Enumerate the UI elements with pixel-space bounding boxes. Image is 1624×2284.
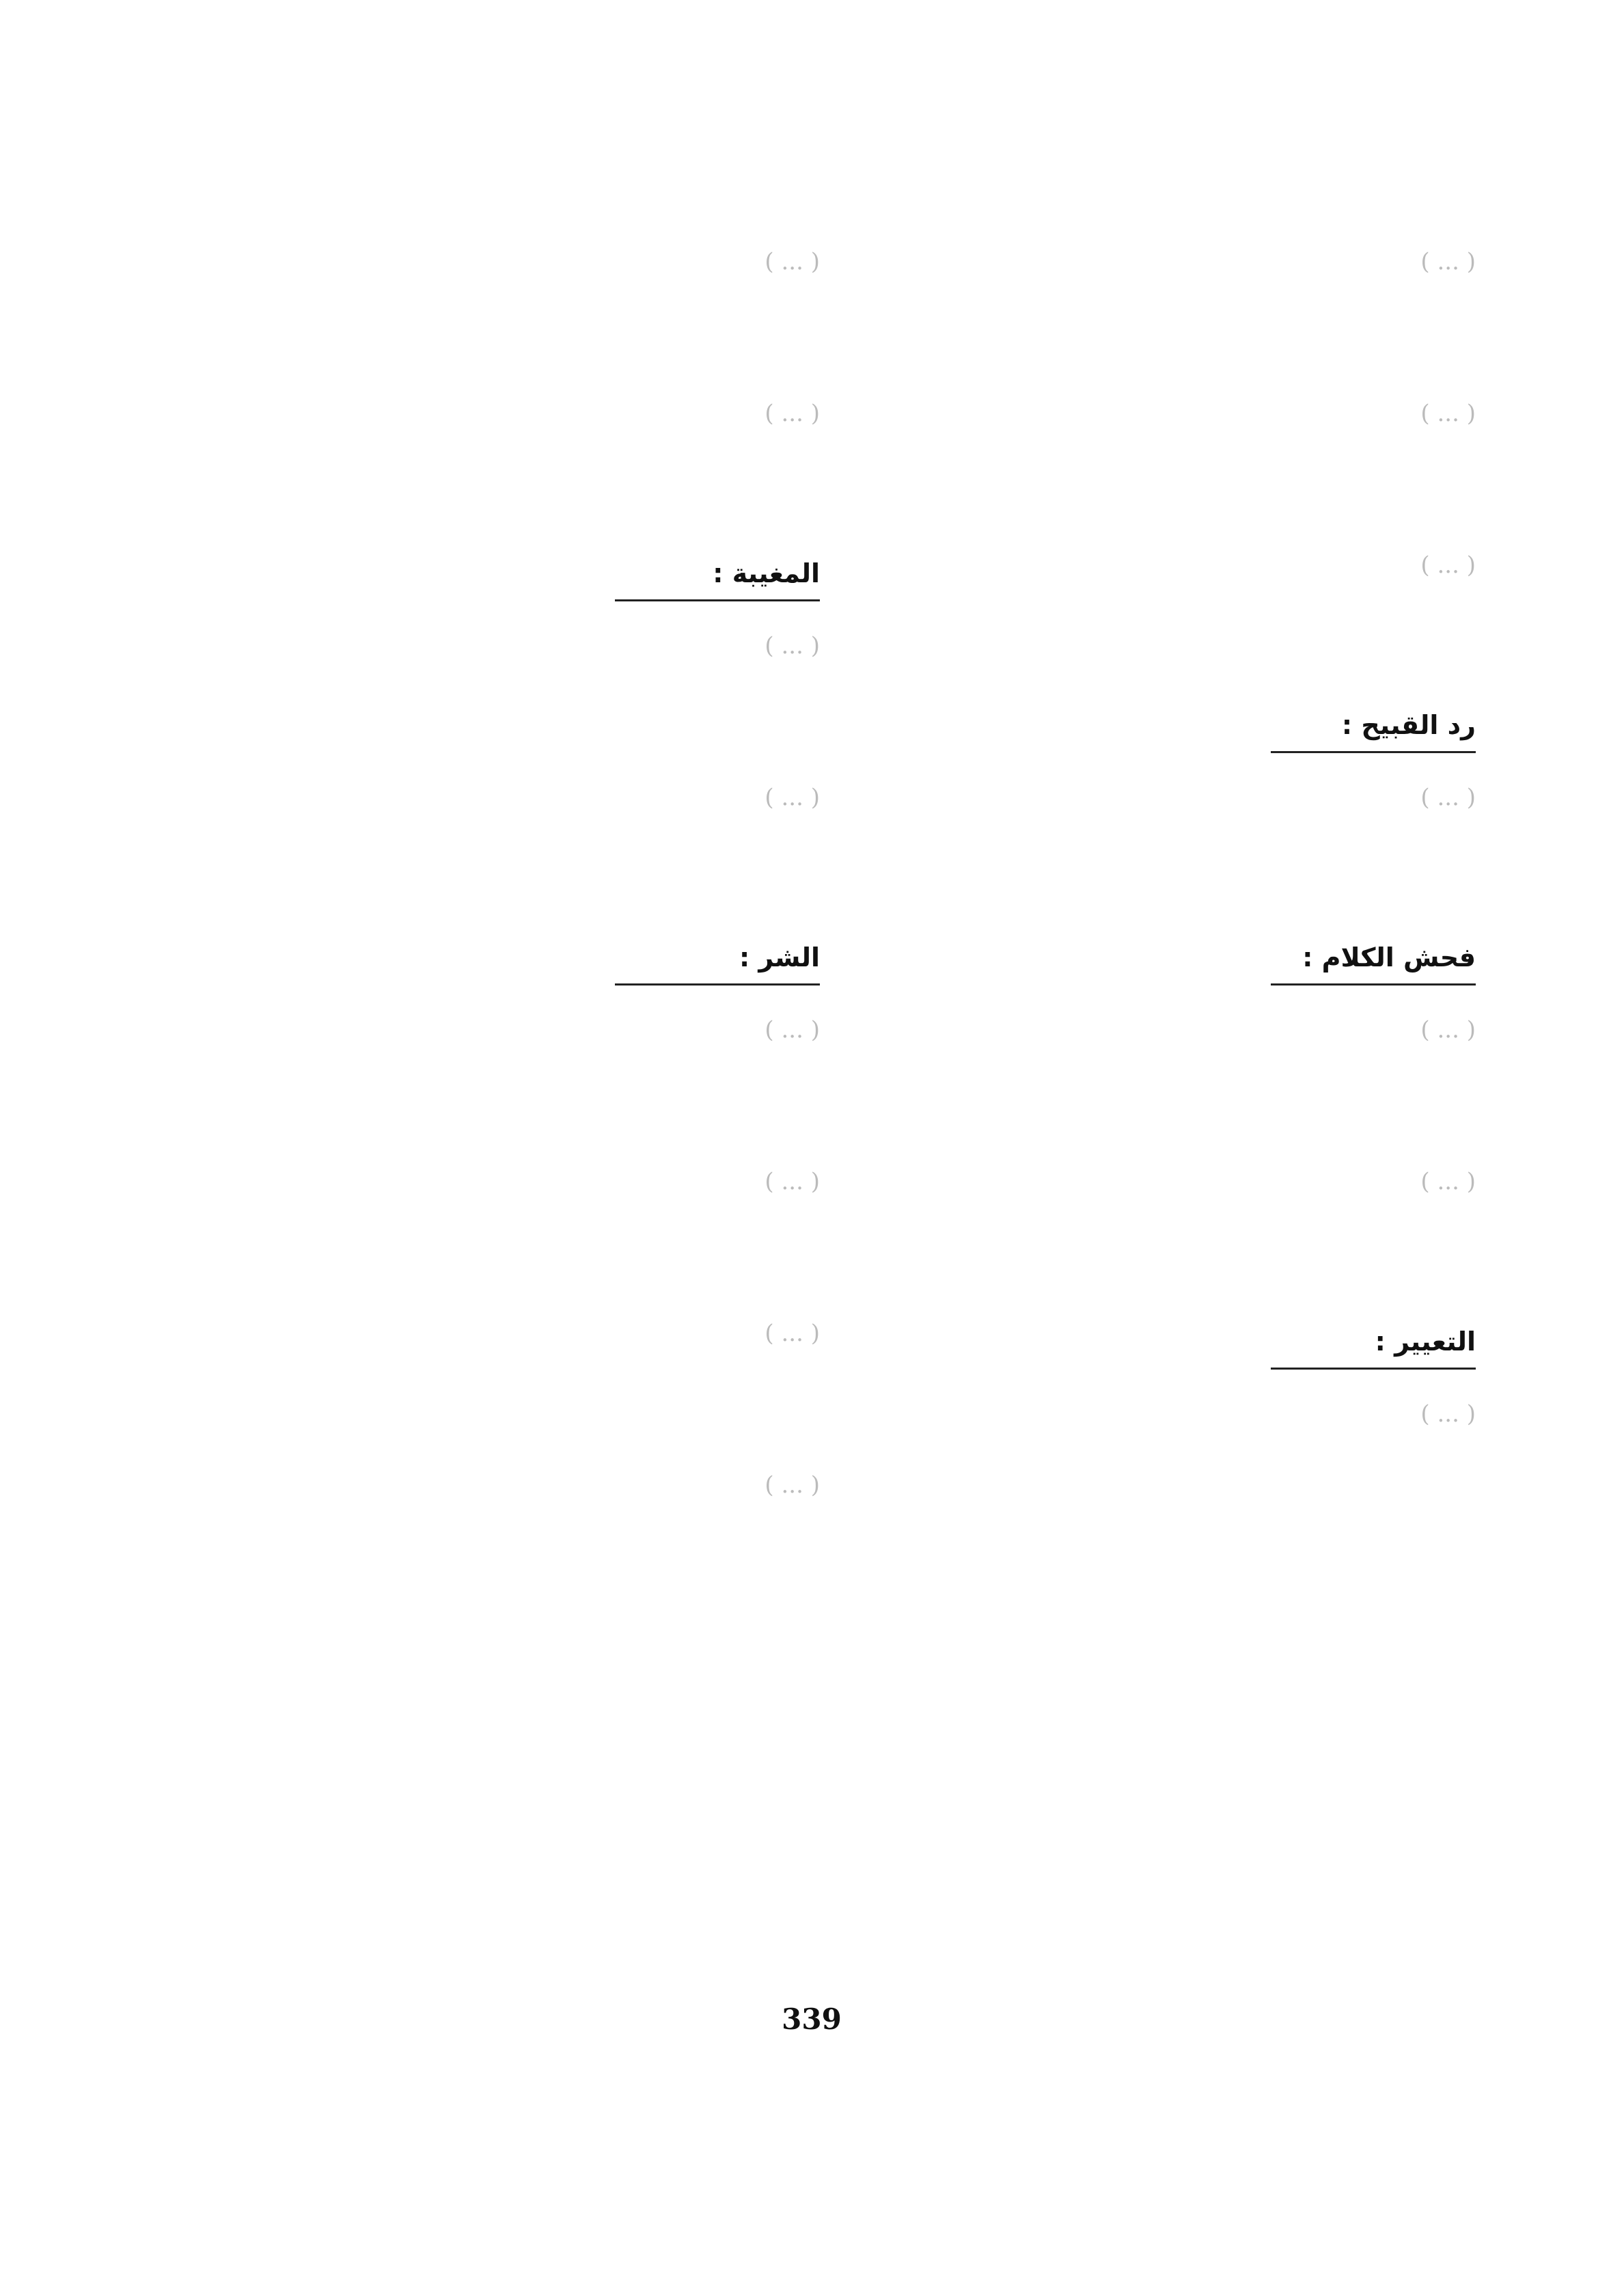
text-paragraph: ( ... )	[1420, 552, 1476, 579]
text-paragraph: ( ... )	[765, 632, 820, 660]
heading-underline	[1271, 983, 1476, 985]
text-paragraph: ( ... )	[765, 1320, 820, 1347]
section-heading	[888, 1324, 1476, 1370]
section-heading-text: فحش الكلام :	[1302, 942, 1476, 973]
text-paragraph: ( ... )	[1420, 1016, 1476, 1044]
left-column	[232, 241, 820, 1616]
text-paragraph: ( ... )	[1420, 400, 1476, 427]
section-heading-text: المغيبة :	[713, 558, 820, 588]
text-paragraph: ( ... )	[1420, 1400, 1476, 1428]
heading-underline	[615, 983, 820, 985]
section-heading	[888, 940, 1476, 985]
text-paragraph: ( ... )	[765, 248, 820, 275]
section-heading-text: التعيير :	[1375, 1327, 1476, 1357]
text-paragraph: ( ... )	[1420, 784, 1476, 811]
section-heading-text: رد القبيح :	[1341, 710, 1476, 740]
right-column	[888, 241, 1476, 1545]
heading-underline	[1271, 751, 1476, 753]
heading-underline	[615, 599, 820, 601]
section-heading	[232, 940, 820, 985]
text-paragraph: ( ... )	[1420, 1168, 1476, 1195]
text-paragraph: ( ... )	[765, 784, 820, 811]
section-heading	[232, 556, 820, 601]
text-paragraph: ( ... )	[765, 400, 820, 427]
text-paragraph: ( ... )	[1420, 248, 1476, 275]
section-heading	[888, 708, 1476, 753]
text-paragraph: ( ... )	[765, 1168, 820, 1195]
page-number: 339	[782, 2002, 842, 2036]
heading-underline	[1271, 1368, 1476, 1370]
text-paragraph: ( ... )	[765, 1016, 820, 1044]
section-heading-text: الشر :	[739, 942, 820, 973]
text-paragraph: ( ... )	[765, 1471, 820, 1499]
